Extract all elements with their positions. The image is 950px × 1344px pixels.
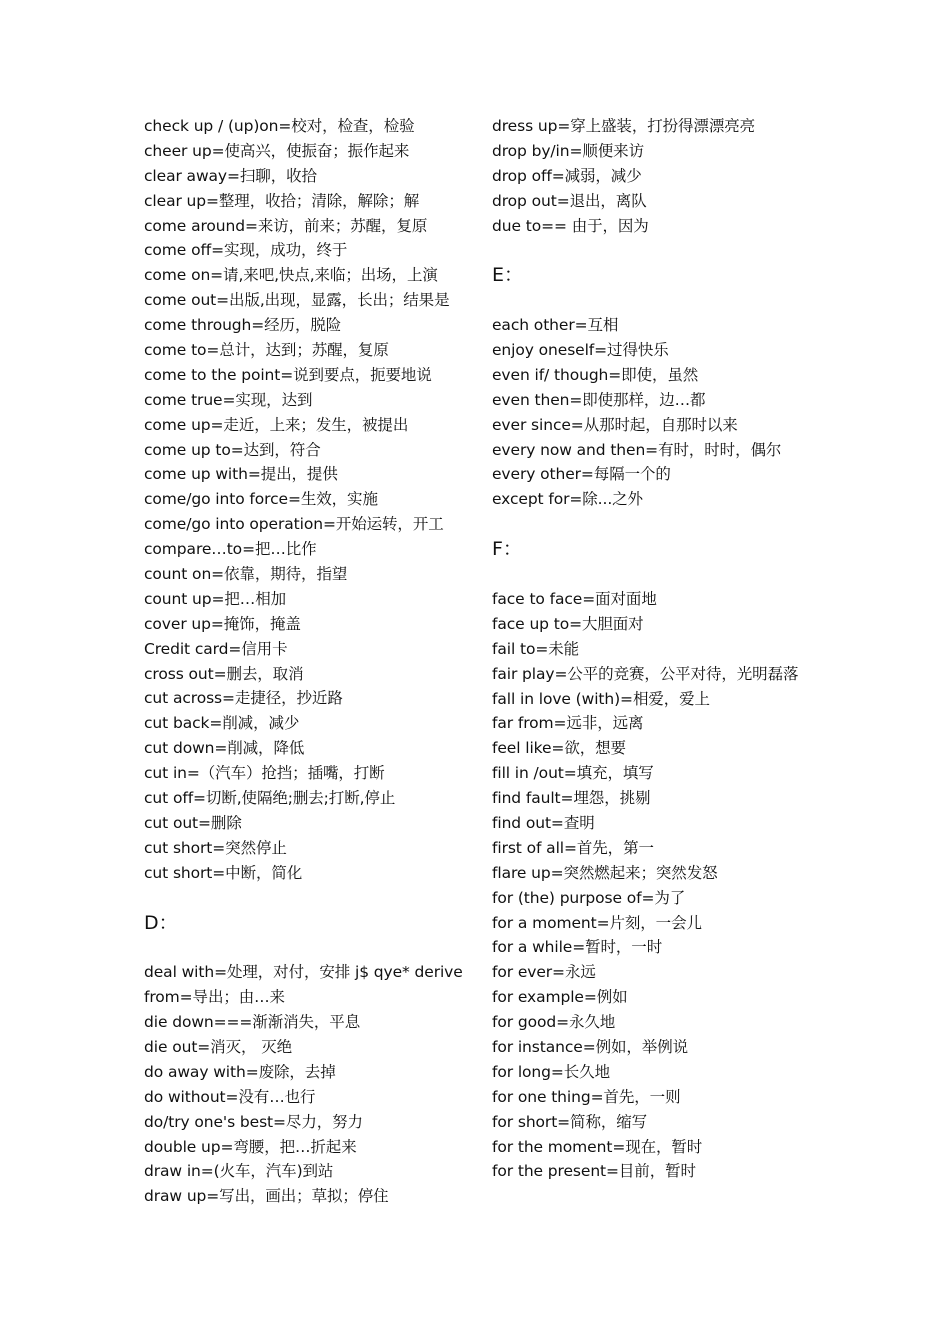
- phrase-entry: come up to=达到，符合: [144, 440, 321, 459]
- phrase-entry: come true=实现，达到: [144, 390, 313, 409]
- phrase-entry: cover up=掩饰，掩盖: [144, 614, 301, 633]
- phrase-entry: even then=即使那样，边…都: [492, 390, 706, 409]
- phrase-entry: except for=除...之外: [492, 490, 643, 509]
- phrase-entry: come/go into force=生效，实施: [144, 490, 378, 509]
- phrase-entry: cheer up=使高兴，使振奋；振作起来: [144, 141, 410, 160]
- phrase-entry: for a moment=片刻，一会儿: [492, 913, 702, 932]
- phrase-entry: die out=消灭， 灭绝: [144, 1037, 293, 1056]
- phrase-entry: even if/ though=即使，虽然: [492, 365, 699, 384]
- phrase-entry: for the present=目前，暂时: [492, 1162, 696, 1181]
- phrase-entry: cross out=删去，取消: [144, 664, 304, 683]
- section-heading-d: D：: [144, 911, 178, 934]
- phrase-entry: for (the) purpose of=为了: [492, 888, 686, 907]
- phrase-entry: Credit card=信用卡: [144, 639, 288, 658]
- phrase-entry: dress up=穿上盛装，打扮得漂漂亮亮: [492, 117, 756, 135]
- phrase-entry: clear away=扫聊，收拾: [144, 166, 317, 185]
- phrase-entry: draw up=写出，画出；草拟；停住: [144, 1187, 389, 1206]
- phrase-entry: every now and then=有时，时时，偶尔: [492, 440, 782, 459]
- phrase-entry: flare up=突然燃起来；突然发怒: [492, 863, 718, 882]
- phrase-entry: cut in=（汽车）抢挡；插嘴，打断: [144, 764, 385, 783]
- phrase-entry: find fault=埋怨，挑剔: [492, 789, 651, 808]
- left-column: [144, 114, 474, 1209]
- phrase-entry: for short=简称，缩写: [492, 1112, 648, 1131]
- section-heading-f: F：: [492, 538, 522, 561]
- phrase-entry: come up=走近，上来；发生，被提出: [144, 415, 409, 434]
- phrase-entry: from=导出；由…来: [144, 988, 285, 1007]
- phrase-entry: cut out=删除: [144, 813, 242, 832]
- phrase-entry: feel like=欲，想要: [492, 739, 626, 758]
- phrase-entry: far from=远非，远离: [492, 714, 644, 733]
- d-entry-list: [144, 960, 474, 1209]
- phrase-entry: come on=请,来吧,快点,来临；出场，上演: [144, 266, 438, 285]
- phrase-entry: every other=每隔一个的: [492, 465, 671, 484]
- e-entry-list: [492, 313, 822, 512]
- right-column: [492, 114, 822, 1184]
- phrase-entry: deal with=处理，对付，安排 j$ qye* derive: [144, 963, 463, 982]
- phrase-entry: cut short=中断，简化: [144, 863, 303, 882]
- phrase-entry: do away with=废除，去掉: [144, 1062, 336, 1081]
- f-entry-list: [492, 587, 822, 1184]
- phrase-entry: for good=永久地: [492, 1013, 616, 1032]
- phrase-entry: come up with=提出，提供: [144, 465, 338, 484]
- phrase-entry: come through=经历，脱险: [144, 316, 342, 335]
- phrase-entry: first of all=首先，第一: [492, 838, 654, 857]
- phrase-entry: for the moment=现在，暂时: [492, 1137, 703, 1156]
- phrase-entry: check up / (up)on=校对，检查，检验: [144, 117, 415, 135]
- c-entry-list: [144, 114, 474, 886]
- phrase-entry: for instance=例如，举例说: [492, 1037, 688, 1056]
- phrase-entry: fair play=公平的竞赛，公平对待，光明磊落: [492, 664, 799, 683]
- phrase-entry: come around=来访，前来；苏醒，复原: [144, 216, 428, 235]
- phrase-entry: count up=把…相加: [144, 589, 287, 608]
- phrase-entry: for long=长久地: [492, 1062, 610, 1081]
- phrase-entry: fill in /out=填充，填写: [492, 764, 654, 783]
- phrase-entry: for a while=暂时，一时: [492, 938, 663, 957]
- phrase-entry: for example=例如: [492, 988, 628, 1007]
- phrase-entry: find out=查明: [492, 813, 595, 832]
- section-heading-e: E：: [492, 264, 524, 287]
- phrase-entry: cut off=切断,使隔绝;删去;打断,停止: [144, 789, 396, 808]
- phrase-entry: do without=没有…也行: [144, 1087, 316, 1106]
- phrase-entry: double up=弯腰，把…折起来: [144, 1137, 357, 1156]
- phrase-entry: fall in love (with)=相爱，爱上: [492, 689, 710, 708]
- phrase-entry: come out=出版,出现，显露，长出；结果是: [144, 291, 450, 310]
- phrase-entry: fail to=未能: [492, 639, 580, 658]
- phrase-entry: die down===渐渐消失，平息: [144, 1013, 361, 1032]
- phrase-entry: count on=依靠，期待，指望: [144, 565, 348, 584]
- phrase-entry: each other=互相: [492, 316, 619, 335]
- phrase-entry: for ever=永远: [492, 963, 596, 982]
- phrase-entry: cut down=削减，降低: [144, 739, 305, 758]
- phrase-entry: enjoy oneself=过得快乐: [492, 341, 669, 360]
- phrase-entry: clear up=整理，收拾；清除，解除；解: [144, 191, 420, 210]
- phrase-entry: come to the point=说到要点，扼要地说: [144, 365, 432, 384]
- phrase-entry: cut across=走捷径，抄近路: [144, 689, 343, 708]
- phrase-entry: drop out=退出，离队: [492, 191, 647, 210]
- phrase-entry: ever since=从那时起，自那时以来: [492, 415, 738, 434]
- phrase-entry: drop off=减弱，减少: [492, 166, 642, 185]
- phrase-entry: draw in=(火车，汽车)到站: [144, 1162, 334, 1181]
- phrase-entry: face up to=大胆面对: [492, 614, 644, 633]
- d-entry-list-continued: [492, 114, 822, 238]
- phrase-entry: come off=实现，成功，终于: [144, 241, 348, 260]
- phrase-entry: face to face=面对面地: [492, 589, 657, 608]
- phrase-entry: for one thing=首先，一则: [492, 1087, 681, 1106]
- phrase-entry: due to== 由于，因为: [492, 216, 649, 235]
- phrase-entry: cut short=突然停止: [144, 838, 287, 857]
- phrase-entry: drop by/in=顺便来访: [492, 141, 644, 160]
- phrase-entry: come to=总计，达到；苏醒，复原: [144, 341, 389, 360]
- phrase-entry: cut back=削减，减少: [144, 714, 300, 733]
- phrase-entry: do/try one's best=尽力，努力: [144, 1112, 363, 1131]
- phrase-entry: come/go into operation=开始运转，开工: [144, 515, 444, 534]
- phrase-entry: compare…to=把…比作: [144, 540, 317, 559]
